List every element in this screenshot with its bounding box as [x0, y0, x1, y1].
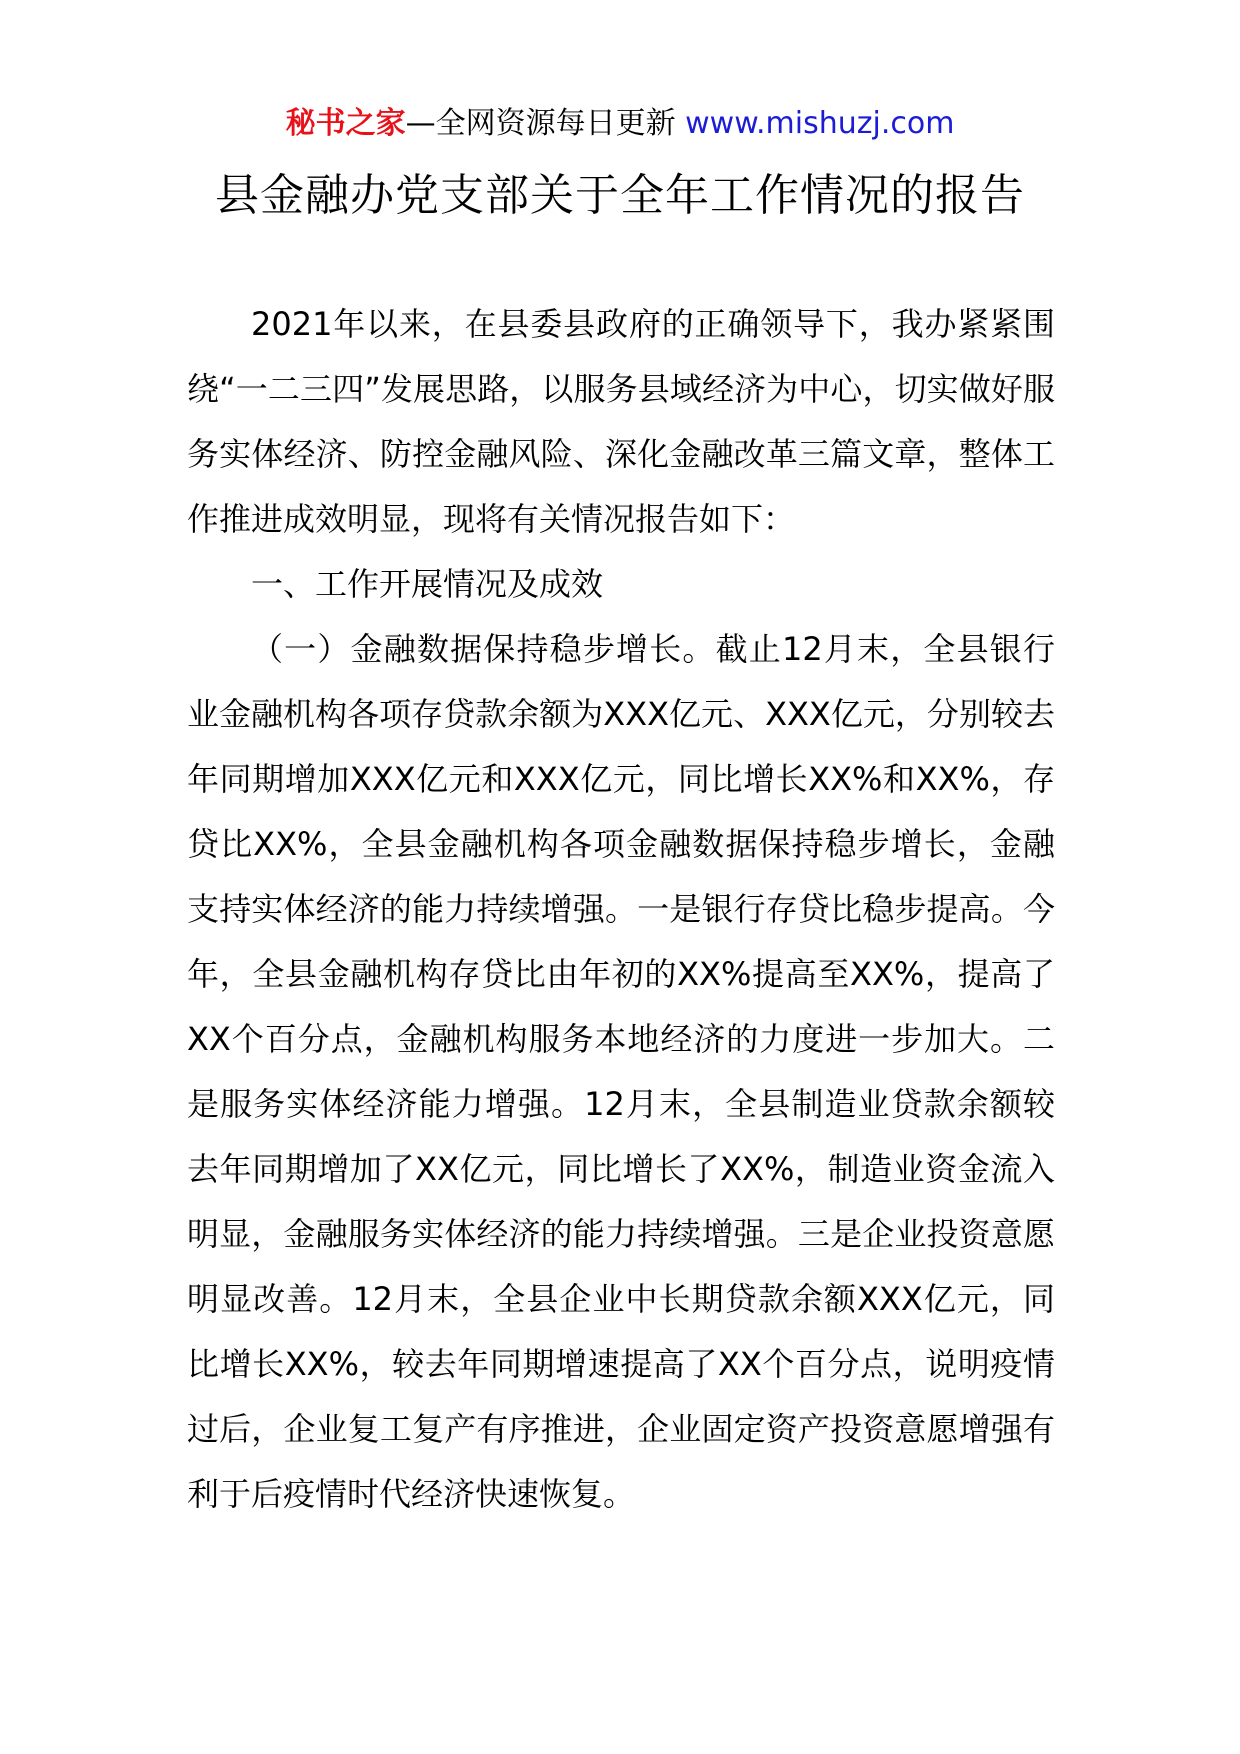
section-paragraph: （一）金融数据保持稳步增长。截止12月末，全县银行业金融机构各项存贷款余额为XXX亿元、XXX亿元，分别较去年同期增加XXX亿元和XXX亿元，同比增长XX%和XX%，存贷比XX%，全县金融机构各项金融数据保持稳步增长，金融支持实体经济的能力持续增强。一是银行存贷比稳步提高。今年，全县金融机构存贷比由年初的XX%提高至XX%，提高了XX个百分点，金融机构服务本地经济的力度进一步加大。二是服务实体经济能力增强。12月末，全县制造业贷款余额较去年同期增加了XX亿元，同比增长了XX%，制造业资金流入明显，金融服务实体经济的能力持续增强。三是企业投资意愿明显改善。12月末，全县企业中长期贷款余额XXX亿元，同比增长XX%，较去年同期增速提高了XX个百分点，说明疫情过后，企业复工复产有序推进，企业固定资产投资意愿增强有利于后疫情时代经济快速恢复。 — [187, 630, 1055, 1513]
watermark-url: www.mishuzj.com — [685, 106, 955, 141]
intro-paragraph: 2021年以来，在县委县政府的正确领导下，我办紧紧围绕“一二三四”发展思路，以服务县域经济为中心，切实做好服务实体经济、防控金融风险、深化金融改革三篇文章，整体工作推进成效明显，现将有关情况报告如下： — [187, 305, 1055, 538]
watermark-text: —全网资源每日更新 — [405, 106, 686, 141]
document-body — [187, 292, 1055, 1527]
section-heading: 一、工作开展情况及成效 — [251, 565, 604, 603]
watermark-brand: 秘书之家 — [285, 106, 406, 141]
document-title: 县金融办党支部关于全年工作情况的报告 — [215, 170, 1025, 221]
site-watermark — [0, 104, 1240, 144]
